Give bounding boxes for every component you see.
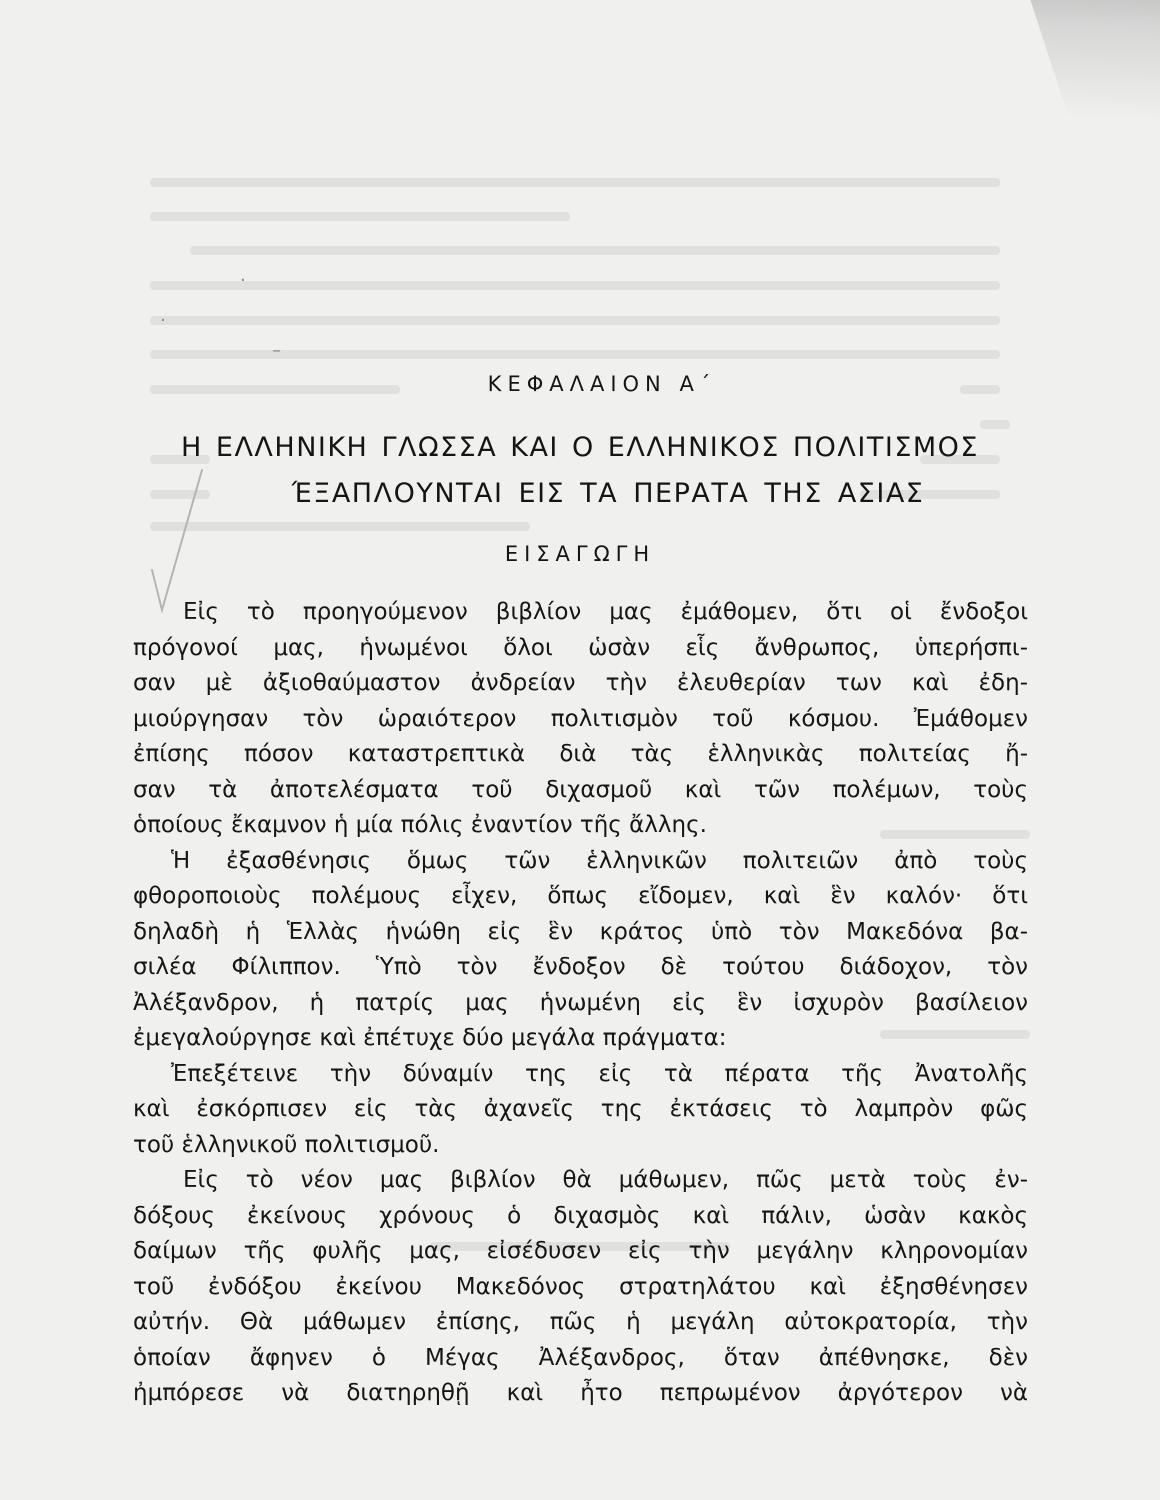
stray-dot: · — [240, 270, 246, 291]
chapter-label: ΚΕΦΑΛΑΙΟΝ Α΄ — [487, 372, 717, 396]
text-line: Ἡ ἐξασθένησις ὅμως τῶν ἑλληνικῶν πολιτειῶν ἀπὸ τοὺς — [171, 847, 1028, 874]
text-line: τοῦ ἑλληνικοῦ πολιτισμοῦ. — [133, 1131, 440, 1158]
text-line: Ἀλέξανδρον, ἡ πατρίς μας ἡνωμένη εἰς ἓν ἰσχυρὸν βασίλειον — [133, 989, 1028, 1016]
text-line: πρόγονοί μας, ἡνωμένοι ὅλοι ὡσὰν εἷς ἄνθρωπος, ὑπερήσπι- — [133, 634, 1028, 661]
section-title: ΕΙΣΑΓΩΓΗ — [504, 542, 656, 566]
text-line: σαν μὲ ἀξιοθαύμαστον ἀνδρείαν τὴν ἐλευθερίαν των καὶ ἐδη- — [133, 670, 1028, 696]
text-line: σαν τὰ ἀποτελέσματα τοῦ διχασμοῦ καὶ τῶν πολέμων, τοὺς — [133, 776, 1028, 803]
text-line: τοῦ ἐνδόξου ἐκείνου Μακεδόνος στρατηλάτου καὶ ἐξησθένησεν — [133, 1273, 1028, 1300]
text-line: ὁποίαν ἄφηνεν ὁ Μέγας Ἀλέξανδρος, ὅταν ἀπέθνησκε, δὲν — [133, 1344, 1028, 1371]
body-text — [133, 595, 1028, 1412]
text-line: ἐμεγαλούργησε καὶ ἐπέτυχε δύο μεγάλα πράγματα: — [133, 1025, 727, 1051]
text-line: ἐπίσης πόσον καταστρεπτικὰ διὰ τὰς ἑλληνικὰς πολιτείας ἤ- — [133, 741, 1028, 767]
chapter-title-line-2: ΈΞΑΠΛΟΥΝΤΑΙ ΕΙΣ ΤΑ ΠΕΡΑΤΑ ΤΗΣ ΑΣΙΑΣ — [291, 478, 925, 509]
text-line: σιλέα Φίλιππον. Ὑπὸ τὸν ἔνδοξον δὲ τούτου διάδοχον, τὸν — [133, 954, 1028, 980]
text-line: δόξους ἐκείνους χρόνους ὁ διχασμὸς καὶ πάλιν, ὡσὰν κακὸς — [133, 1202, 1028, 1229]
text-line: δηλαδὴ ἡ Ἑλλὰς ἡνώθη εἰς ἓν κράτος ὑπὸ τὸν Μακεδόνα βα- — [133, 918, 1028, 945]
text-line: δαίμων τῆς φυλῆς μας, εἰσέδυσεν εἰς τὴν μεγάλην κληρονομίαν — [133, 1238, 1028, 1264]
chapter-title-line-1: Η ΕΛΛΗΝΙΚΗ ΓΛΩΣΣΑ ΚΑΙ Ο ΕΛΛΗΝΙΚΟΣ ΠΟΛΙΤΙΣΜΟΣ — [181, 432, 979, 463]
text-line: μιούργησαν τὸν ὡραιότερον πολιτισμὸν τοῦ κόσμου. Ἐμάθομεν — [133, 705, 1028, 732]
text-line: ἠμπόρεσε νὰ διατηρηθῇ καὶ ἦτο πεπρωμένον ἀργότερον νὰ — [133, 1380, 1028, 1406]
text-line: ὁποίους ἔκαμνον ἡ μία πόλις ἐναντίον τῆς ἄλλης. — [133, 812, 707, 838]
stray-dot: · — [160, 310, 166, 331]
text-line: Εἰς τὸ νέον μας βιβλίον θὰ μάθωμεν, πῶς μετὰ τοὺς ἐν- — [183, 1167, 1028, 1193]
stray-dash: – — [272, 340, 281, 361]
text-line: Εἰς τὸ προηγούμενον βιβλίον μας ἐμάθομεν, ὅτι οἱ ἔνδοξοι — [183, 599, 1028, 625]
text-line: Ἐπεξέτεινε τὴν δύναμίν της εἰς τὰ πέρατα τῆς Ἀνατολῆς — [171, 1060, 1028, 1087]
text-line: φθοροποιοὺς πολέμους εἶχεν, ὅπως εἴδομεν, καὶ ἓν καλόν· ὅτι — [133, 883, 1028, 909]
text-line: καὶ ἐσκόρπισεν εἰς τὰς ἀχανεῖς της ἐκτάσεις τὸ λαμπρὸν φῶς — [133, 1096, 1028, 1122]
text-line: αὐτήν. Θὰ μάθωμεν ἐπίσης, πῶς ἡ μεγάλη αὐτοκρατορία, τὴν — [133, 1309, 1028, 1335]
